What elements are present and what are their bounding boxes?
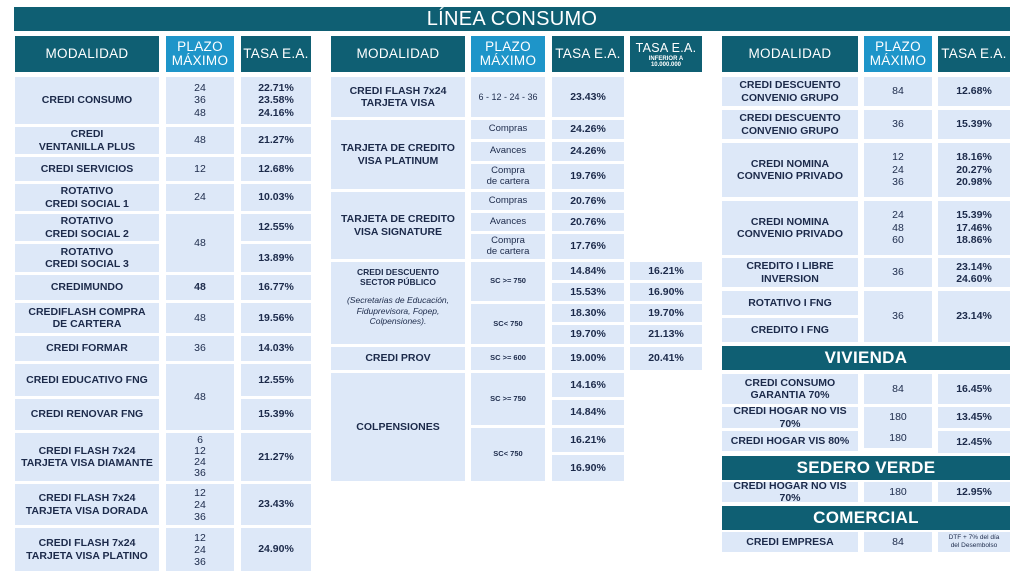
tasa-value: 14.03% xyxy=(241,336,311,361)
tasa-value: 20.76% xyxy=(552,192,624,210)
right-row-libre-inversion: CREDITO I LIBRE INVERSION xyxy=(722,258,858,287)
mid-row-sector-publico xyxy=(331,262,465,344)
section-vivienda: VIVIENDA xyxy=(722,346,1010,370)
plazo-value: 36 xyxy=(194,94,206,107)
plazo-value: SC >= 600 xyxy=(471,347,545,370)
left-row-educativo-fng: CREDI EDUCATIVO FNG xyxy=(15,364,159,396)
plazo-value: SC >= 750 xyxy=(471,262,545,301)
right-row-nomina-privado-1-tasa xyxy=(938,143,1010,197)
left-row-credimundo: CREDIMUNDO xyxy=(15,275,159,300)
mid-header-tasa: TASA E.A. xyxy=(552,36,624,72)
plazo-value: 36 xyxy=(864,258,932,287)
tasa-value: 23.58% xyxy=(258,94,294,107)
plazo-value: 180 xyxy=(864,428,932,448)
tasa-value: 20.27% xyxy=(956,163,992,176)
tasa-value: 15.39% xyxy=(938,110,1010,139)
tasa-value: 14.84% xyxy=(552,262,624,280)
plazo-value: 48 xyxy=(166,214,234,272)
sector-publico-note: (Secretarias de Educación, Fiduprevisora, Fopep, Colpensiones). xyxy=(346,295,450,326)
left-row-credi-consumo-tasa xyxy=(241,77,311,124)
right-row-nomina-privado-2: CREDI NOMINA CONVENIO PRIVADO xyxy=(722,201,858,255)
mid-header-tasa2-sub: INFERIOR A 10.000.000 xyxy=(648,55,684,68)
tasa-value: 19.56% xyxy=(241,303,311,333)
left-row-visa-dorada: CREDI FLASH 7x24 TARJETA VISA DORADA xyxy=(15,484,159,525)
tasa-value: DTF + 7% del día del Desembolso xyxy=(938,532,1010,552)
plazo-value: Avances xyxy=(471,142,545,161)
tasa-inferior-value: 20.41% xyxy=(630,347,702,370)
plazo-value: 24 xyxy=(194,81,206,94)
plazo-value: 24 xyxy=(166,184,234,211)
left-row-credi-consumo-plazo xyxy=(166,77,234,124)
tasa-value: 12.95% xyxy=(938,482,1010,502)
tasa-value: 12.68% xyxy=(241,157,311,181)
tasa-value: 24.26% xyxy=(552,142,624,161)
plazo-value: Compra de cartera xyxy=(471,164,545,189)
plazo-value: 48 xyxy=(166,364,234,430)
mid-header-tasa-inferior xyxy=(630,36,702,72)
plazo-value: 24 xyxy=(892,209,904,222)
plazo-value: Compra de cartera xyxy=(471,234,545,259)
tasa-value: 20.76% xyxy=(552,213,624,231)
tasa-value: 15.39% xyxy=(241,399,311,430)
mid-header-tasa2-label: TASA E.A. xyxy=(635,40,697,55)
tasa-value: 12.55% xyxy=(241,364,311,396)
tasa-value: 12.68% xyxy=(938,77,1010,106)
left-header-plazo: PLAZO MÁXIMO xyxy=(166,36,234,72)
mid-row-flash-visa: CREDI FLASH 7x24 TARJETA VISA xyxy=(331,77,465,117)
mid-header-modalidad: MODALIDAD xyxy=(331,36,465,72)
left-row-credi-formar: CREDI FORMAR xyxy=(15,336,159,361)
right-header-tasa: TASA E.A. xyxy=(938,36,1010,72)
plazo-value: SC >= 750 xyxy=(471,373,545,425)
left-row-credi-consumo: CREDI CONSUMO xyxy=(15,77,159,124)
mid-row-visa-signature: TARJETA DE CREDITO VISA SIGNATURE xyxy=(331,192,465,259)
plazo-value: Compras xyxy=(471,192,545,210)
left-header-modalidad: MODALIDAD xyxy=(15,36,159,72)
plazo-value: 6 - 12 - 24 - 36 xyxy=(471,77,545,117)
tasa-value: 23.43% xyxy=(241,484,311,525)
tasa-value: 10.03% xyxy=(241,184,311,211)
plazo-value: Compras xyxy=(471,120,545,139)
mid-row-visa-platinum: TARJETA DE CREDITO VISA PLATINUM xyxy=(331,120,465,189)
tasa-value: 21.27% xyxy=(241,433,311,481)
mid-row-credi-prov: CREDI PROV xyxy=(331,347,465,370)
tasa-value: 19.76% xyxy=(552,164,624,189)
mid-row-colpensiones: COLPENSIONES xyxy=(331,373,465,481)
right-row-nomina-privado-1-plazo xyxy=(864,143,932,197)
page-title: LÍNEA CONSUMO xyxy=(14,7,1010,31)
tasa-value: 16.90% xyxy=(552,455,624,481)
left-row-rotativo-social-3: ROTATIVO CREDI SOCIAL 3 xyxy=(15,244,159,272)
left-row-rotativo-social-2: ROTATIVO CREDI SOCIAL 2 xyxy=(15,214,159,241)
plazo-value: 6 12 24 36 xyxy=(166,433,234,481)
right-row-nomina-privado-2-plazo xyxy=(864,201,932,255)
plazo-value: 84 xyxy=(864,532,932,552)
tasa-value: 16.21% xyxy=(552,428,624,452)
plazo-value: 12 xyxy=(166,157,234,181)
plazo-value: 24 xyxy=(892,163,904,176)
tasa-value: 23.14% 24.60% xyxy=(938,258,1010,287)
right-row-nomina-privado-2-tasa xyxy=(938,201,1010,255)
tasa-value: 18.16% xyxy=(956,151,992,164)
tasa-value: 14.84% xyxy=(552,400,624,425)
left-row-visa-diamante: CREDI FLASH 7x24 TARJETA VISA DIAMANTE xyxy=(15,433,159,481)
tasa-value: 23.14% xyxy=(938,291,1010,342)
tasa-value: 15.53% xyxy=(552,283,624,301)
plazo-value: 36 xyxy=(864,291,932,342)
plazo-value: 180 xyxy=(864,407,932,428)
tasa-value: 16.77% xyxy=(241,275,311,300)
tasa-value: 14.16% xyxy=(552,373,624,397)
left-row-credi-servicios: CREDI SERVICIOS xyxy=(15,157,159,181)
tasa-value: 13.89% xyxy=(241,244,311,272)
plazo-value: 12 24 36 xyxy=(166,528,234,571)
tasa-value: 23.43% xyxy=(552,77,624,117)
left-row-rotativo-social-1: ROTATIVO CREDI SOCIAL 1 xyxy=(15,184,159,211)
plazo-value: 48 xyxy=(892,221,904,234)
plazo-value: Avances xyxy=(471,213,545,231)
right-row-descuento-grupo-36: CREDI DESCUENTO CONVENIO GRUPO xyxy=(722,110,858,139)
right-row-consumo-garantia: CREDI CONSUMO GARANTIA 70% xyxy=(722,374,858,404)
tasa-value: 24.16% xyxy=(258,106,294,119)
tasa-value: 19.00% xyxy=(552,347,624,370)
right-row-nomina-privado-1: CREDI NOMINA CONVENIO PRIVADO xyxy=(722,143,858,197)
tasa-value: 22.71% xyxy=(258,81,294,94)
plazo-value: SC< 750 xyxy=(471,304,545,344)
tasa-value: 12.45% xyxy=(938,431,1010,453)
section-comercial: COMERCIAL xyxy=(722,506,1010,530)
left-row-renovar-fng: CREDI RENOVAR FNG xyxy=(15,399,159,430)
right-row-sedero-hogar-no-vis: CREDI HOGAR NO VIS 70% xyxy=(722,482,858,502)
plazo-value: 48 xyxy=(166,303,234,333)
tasa-value: 19.70% xyxy=(552,325,624,344)
tasa-value: 18.86% xyxy=(956,234,992,247)
plazo-value: 12 24 36 xyxy=(166,484,234,525)
right-row-descuento-grupo-84: CREDI DESCUENTO CONVENIO GRUPO xyxy=(722,77,858,106)
plazo-value: 60 xyxy=(892,234,904,247)
tasa-value: 15.39% xyxy=(956,209,992,222)
right-row-rotativo-fng: ROTATIVO I FNG xyxy=(722,291,858,315)
tasa-value: 18.30% xyxy=(552,304,624,322)
tasa-inferior-value: 19.70% xyxy=(630,304,702,322)
plazo-value: 48 xyxy=(194,106,206,119)
right-header-plazo: PLAZO MÁXIMO xyxy=(864,36,932,72)
tasa-value: 13.45% xyxy=(938,407,1010,428)
left-row-ventanilla-plus: CREDI VENTANILLA PLUS xyxy=(15,127,159,154)
right-row-credi-empresa: CREDI EMPRESA xyxy=(722,532,858,552)
right-header-modalidad: MODALIDAD xyxy=(722,36,858,72)
mid-header-plazo: PLAZO MÁXIMO xyxy=(471,36,545,72)
plazo-value: 48 xyxy=(166,275,234,300)
sector-publico-title: CREDI DESCUENTO SECTOR PÚBLICO xyxy=(356,267,440,287)
right-row-hogar-vis: CREDI HOGAR VIS 80% xyxy=(722,431,858,451)
left-row-visa-platino: CREDI FLASH 7x24 TARJETA VISA PLATINO xyxy=(15,528,159,571)
tasa-inferior-value: 16.21% xyxy=(630,262,702,280)
tasa-value: 24.90% xyxy=(241,528,311,571)
plazo-value: 180 xyxy=(864,482,932,502)
tasa-value: 24.26% xyxy=(552,120,624,139)
tasa-value: 20.98% xyxy=(956,176,992,189)
plazo-value: 12 xyxy=(892,151,904,164)
tasa-value: 16.45% xyxy=(938,374,1010,404)
tasa-value: 21.27% xyxy=(241,127,311,154)
tasa-inferior-value: 16.90% xyxy=(630,283,702,301)
tasa-value: 17.46% xyxy=(956,221,992,234)
section-sedero-verde: SEDERO VERDE xyxy=(722,456,1010,480)
plazo-value: 36 xyxy=(864,110,932,139)
plazo-value: SC< 750 xyxy=(471,428,545,481)
plazo-value: 84 xyxy=(864,374,932,404)
tasa-inferior-value: 21.13% xyxy=(630,325,702,344)
plazo-value: 36 xyxy=(892,176,904,189)
plazo-value: 48 xyxy=(166,127,234,154)
right-row-credito-fng: CREDITO I FNG xyxy=(722,318,858,342)
tasa-value: 17.76% xyxy=(552,234,624,259)
plazo-value: 36 xyxy=(166,336,234,361)
plazo-value: 84 xyxy=(864,77,932,106)
left-header-tasa: TASA E.A. xyxy=(241,36,311,72)
left-row-crediflash-compra: CREDIFLASH COMPRA DE CARTERA xyxy=(15,303,159,333)
right-row-hogar-no-vis: CREDI HOGAR NO VIS 70% xyxy=(722,407,858,428)
tasa-value: 12.55% xyxy=(241,214,311,241)
